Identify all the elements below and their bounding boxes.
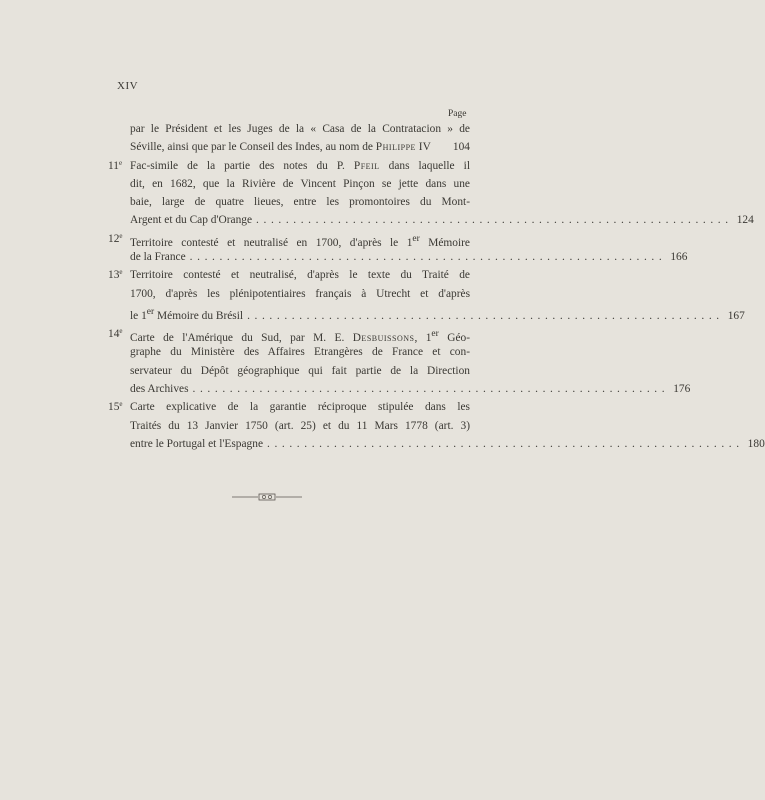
entry-title-end: entre le Portugal et l'Espagne	[130, 437, 264, 450]
entry-last-line	[130, 138, 470, 156]
entry-line: dit, en 1682, que la Rivière de Vincent Pinçon se jette dans une	[130, 177, 470, 190]
page-number: XIV	[117, 80, 139, 92]
table-of-contents	[108, 120, 765, 453]
entry-line: servateur du Dépôt géographique qui fait partie de la Direction	[130, 364, 470, 377]
entry-number: 11e	[108, 158, 123, 172]
ornament-divider	[232, 492, 302, 502]
toc-entry	[108, 398, 765, 453]
entry-last-line	[130, 380, 691, 398]
toc-entry	[108, 230, 688, 267]
leader-dots: ................................................................	[267, 437, 744, 450]
entry-line: Carte explicative de la garantie réciproque stipulée dans les	[130, 401, 470, 414]
entry-last-line	[130, 303, 745, 325]
entry-title-end: Argent et du Cap d'Orange	[130, 214, 253, 227]
entry-line: Traités du 13 Janvier 1750 (art. 25) et du 11 Mars 1778 (art. 3)	[130, 419, 470, 432]
entry-line: Carte de l'Amérique du Sud, par M. E. Desbuissons, 1er Géo-	[130, 329, 470, 344]
leader-dots: ................................................................	[192, 382, 670, 395]
entry-line: 1700, d'après les plénipotentiaires français à Utrecht et d'après	[130, 287, 470, 300]
entry-line: Fac-simile de la partie des notes du P. Pfeil dans laquelle il	[130, 159, 470, 172]
entry-line: par le Président et les Juges de la « Casa de la Contratacion » de	[130, 123, 470, 135]
entry-page-number: 176	[673, 382, 691, 395]
leader-dots: ................................................................	[247, 309, 724, 322]
entry-page-number: 180	[747, 437, 765, 450]
entry-last-line	[130, 248, 688, 266]
leader-dots: ................................................................	[189, 251, 667, 264]
entry-last-line	[130, 435, 765, 453]
entry-page-number: 124	[736, 214, 754, 227]
entry-page-number: 104	[452, 141, 470, 154]
entry-line: Territoire contesté et neutralisé, d'après le texte du Traité de	[130, 269, 470, 282]
entry-title-end: des Archives	[130, 382, 189, 395]
entry-number: 15e	[108, 400, 123, 414]
entry-page-number: 166	[670, 251, 688, 264]
toc-entry	[108, 266, 745, 325]
entry-line: baie, large de quatre lieues, entre les promontoires du Mont-	[130, 196, 470, 209]
entry-number: 14e	[108, 327, 123, 341]
toc-entry	[108, 325, 691, 398]
toc-entry	[108, 157, 754, 230]
entry-line: Territoire contesté et neutralisé en 1700, d'après le 1er Mémoire	[130, 233, 470, 249]
entry-title-end: de la France	[130, 251, 186, 264]
entry-last-line	[130, 211, 754, 229]
entry-title-end: le 1er Mémoire du Brésil	[130, 306, 244, 322]
entry-number: 12e	[108, 231, 123, 245]
entry-line: graphe du Ministère des Affaires Etrangères de France et con-	[130, 346, 470, 359]
entry-title-end: Séville, ainsi que par le Conseil des Indes, au nom de Philippe IV	[130, 141, 431, 154]
toc-entry	[108, 120, 470, 157]
page-column-header: Page	[448, 109, 467, 119]
entry-number: 13e	[108, 268, 123, 282]
leader-dots: ................................................................	[256, 214, 733, 227]
entry-page-number: 167	[727, 309, 745, 322]
